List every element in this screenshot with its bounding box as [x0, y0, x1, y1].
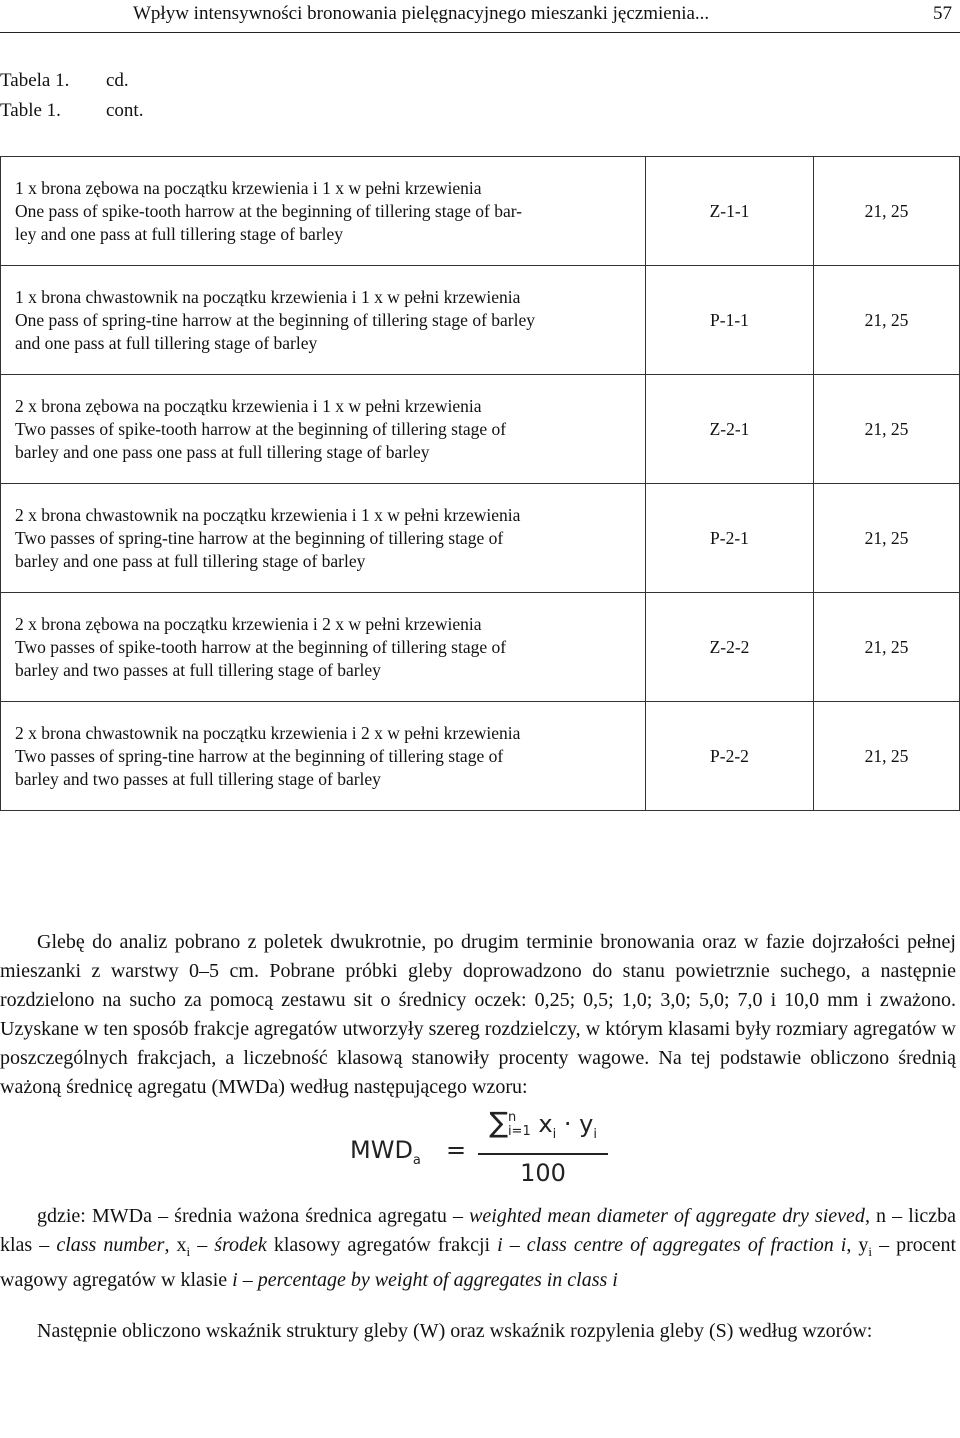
treatment-code: P-2-2 — [646, 702, 814, 811]
table-row — [1, 484, 960, 593]
description-line-pl: 1 x brona zębowa na początku krzewienia i 1 x w pełni krzewienia — [15, 177, 482, 198]
description-line-pl: 2 x brona zębowa na początku krzewienia i 2 x w pełni krzewienia — [15, 613, 482, 634]
page-number: 57 — [933, 3, 952, 24]
caption-label-pl: Tabela 1. — [0, 70, 70, 91]
definition-italic: i — [497, 1234, 503, 1256]
treatment-description — [1, 484, 646, 593]
description-line-en: ley and one pass at full tillering stage of barley — [15, 223, 344, 244]
definition-english: weighted mean diameter of aggregate dry sieved — [469, 1205, 865, 1227]
treatment-value: 21, 25 — [814, 157, 960, 266]
description-line-en: Two passes of spring-tine harrow at the beginning of tillering stage of — [15, 527, 504, 548]
definition-english: percentage by weight of aggregates in class i — [257, 1269, 618, 1291]
treatment-description — [1, 266, 646, 375]
definition-english: class centre of aggregates of fraction i — [526, 1234, 847, 1256]
definition-text: gdzie: MWDa – średnia ważona średnica agregatu — [37, 1205, 447, 1227]
treatment-value: 21, 25 — [814, 266, 960, 375]
definition-text: , n – liczba klas – — [0, 1205, 957, 1256]
definition-text: klasowy agregatów frakcji — [273, 1234, 491, 1256]
definition-text: – procent wagowy agregatów w klasie — [0, 1234, 957, 1291]
treatment-code: P-1-1 — [646, 266, 814, 375]
formula-fraction — [478, 1108, 608, 1188]
treatment-description — [1, 375, 646, 484]
table-row — [1, 157, 960, 266]
caption-cont-en: cont. — [106, 100, 144, 121]
formula-lhs — [350, 1136, 421, 1175]
formula-lhs-subscript: a — [412, 1152, 421, 1168]
treatment-description — [1, 702, 646, 811]
treatment-description — [1, 593, 646, 702]
formula-lhs-symbol: MWD — [350, 1136, 413, 1164]
description-line-en: barley and two passes at full tillering stage of barley — [15, 768, 381, 789]
definition-dash: – — [197, 1234, 208, 1256]
description-line-en: One pass of spring-tine harrow at the beginning of tillering stage of barley — [15, 309, 535, 330]
definition-dash: – — [509, 1234, 520, 1256]
treatment-value: 21, 25 — [814, 484, 960, 593]
definition-dash: – — [242, 1269, 253, 1291]
description-line-pl: 1 x brona chwastownik na początku krzewienia i 1 x w pełni krzewienia — [15, 286, 521, 307]
table-row — [1, 375, 960, 484]
formula-x-subscript: i — [552, 1126, 557, 1142]
description-line-en: and one pass at full tillering stage of barley — [15, 332, 318, 353]
caption-cont-pl: cd. — [106, 70, 129, 91]
sum-upper-limit: n — [507, 1110, 517, 1125]
caption-label-en: Table 1. — [0, 100, 61, 121]
treatment-code: P-2-1 — [646, 484, 814, 593]
description-line-en: Two passes of spike-tooth harrow at the beginning of tillering stage of — [15, 418, 507, 439]
formula-dot: · — [563, 1110, 572, 1138]
formula-y: y — [579, 1110, 594, 1138]
sum-symbol: ∑ — [489, 1106, 508, 1139]
treatments-table — [0, 156, 960, 811]
definition-english: class number — [56, 1234, 165, 1256]
description-line-en: Two passes of spike-tooth harrow at the beginning of tillering stage of — [15, 636, 507, 657]
description-line-pl: 2 x brona zębowa na początku krzewienia i 1 x w pełni krzewienia — [15, 395, 482, 416]
formula-y-subscript: i — [593, 1126, 597, 1142]
body-text — [0, 928, 956, 1346]
paragraph-indices: Następnie obliczono wskaźnik struktury gleby (W) oraz wskaźnik rozpylenia gleby (S) według wzorów: — [37, 1320, 873, 1342]
description-line-en: barley and one pass at full tillering stage of barley — [15, 550, 366, 571]
running-header — [0, 0, 960, 33]
description-line-pl: 2 x brona chwastownik na początku krzewienia i 1 x w pełni krzewienia — [15, 504, 521, 525]
definition-italic: i — [232, 1269, 238, 1291]
sum-lower-limit: i=1 — [507, 1124, 531, 1139]
treatment-code: Z-2-1 — [646, 375, 814, 484]
treatment-value: 21, 25 — [814, 702, 960, 811]
description-line-en: Two passes of spring-tine harrow at the beginning of tillering stage of — [15, 745, 504, 766]
formula-equals: = — [446, 1136, 467, 1164]
definition-text: , y — [846, 1234, 869, 1256]
description-line-pl: 2 x brona chwastownik na początku krzewienia i 2 x w pełni krzewienia — [15, 722, 521, 743]
sum-limits — [508, 1111, 531, 1139]
formula-denominator: 100 — [520, 1158, 566, 1187]
treatment-code: Z-1-1 — [646, 157, 814, 266]
treatment-value: 21, 25 — [814, 593, 960, 702]
description-line-en: barley and two passes at full tillering stage of barley — [15, 659, 381, 680]
definition-italic: środek — [214, 1234, 267, 1256]
table-row — [1, 702, 960, 811]
formula-x: x — [538, 1110, 553, 1138]
definition-subscript: i — [186, 1244, 191, 1259]
description-line-en: One pass of spike-tooth harrow at the beginning of tillering stage of bar- — [15, 200, 523, 221]
paragraph-definitions — [0, 1202, 956, 1295]
table-row — [1, 266, 960, 375]
description-line-en: barley and one pass one pass at full tillering stage of barley — [15, 441, 430, 462]
definition-dash: – — [452, 1205, 463, 1227]
treatment-code: Z-2-2 — [646, 593, 814, 702]
paragraph-method: Glebę do analiz pobrano z poletek dwukrotnie, po drugim terminie bronowania oraz w fazie dojrzałości pełnej mieszanki z warstwy 0–5 cm. Pobrane próbki gleby doprowadzono do stanu powietrznie suchego, a następnie rozdzielono na sucho za pomocą zestawu sit o średnicy oczek: 0,25; 0,5; 1,0; 3,0; 5,0; 7,0 i 10,0 mm i zważono. Uzyskane w ten sposób frakcje agregatów utworzyły szereg rozdzielczy, w którym klasami były rozmiary agregatów w poszczególnych frakcjach, a liczebność klasową stanowiły procenty wagowe. Na tej podstawie obliczono średnią ważoną średnicę agregatu (MWDa) według następującego wzoru: — [0, 931, 956, 1098]
definition-subscript: i — [868, 1244, 873, 1259]
definition-text: , x — [164, 1234, 187, 1256]
running-title: Wpływ intensywności bronowania pielęgnacyjnego mieszanki jęczmienia... — [133, 3, 710, 24]
treatment-value: 21, 25 — [814, 375, 960, 484]
formula-numerator — [478, 1108, 608, 1155]
treatment-description — [1, 157, 646, 266]
table-row — [1, 593, 960, 702]
mwd-formula — [0, 1102, 956, 1202]
